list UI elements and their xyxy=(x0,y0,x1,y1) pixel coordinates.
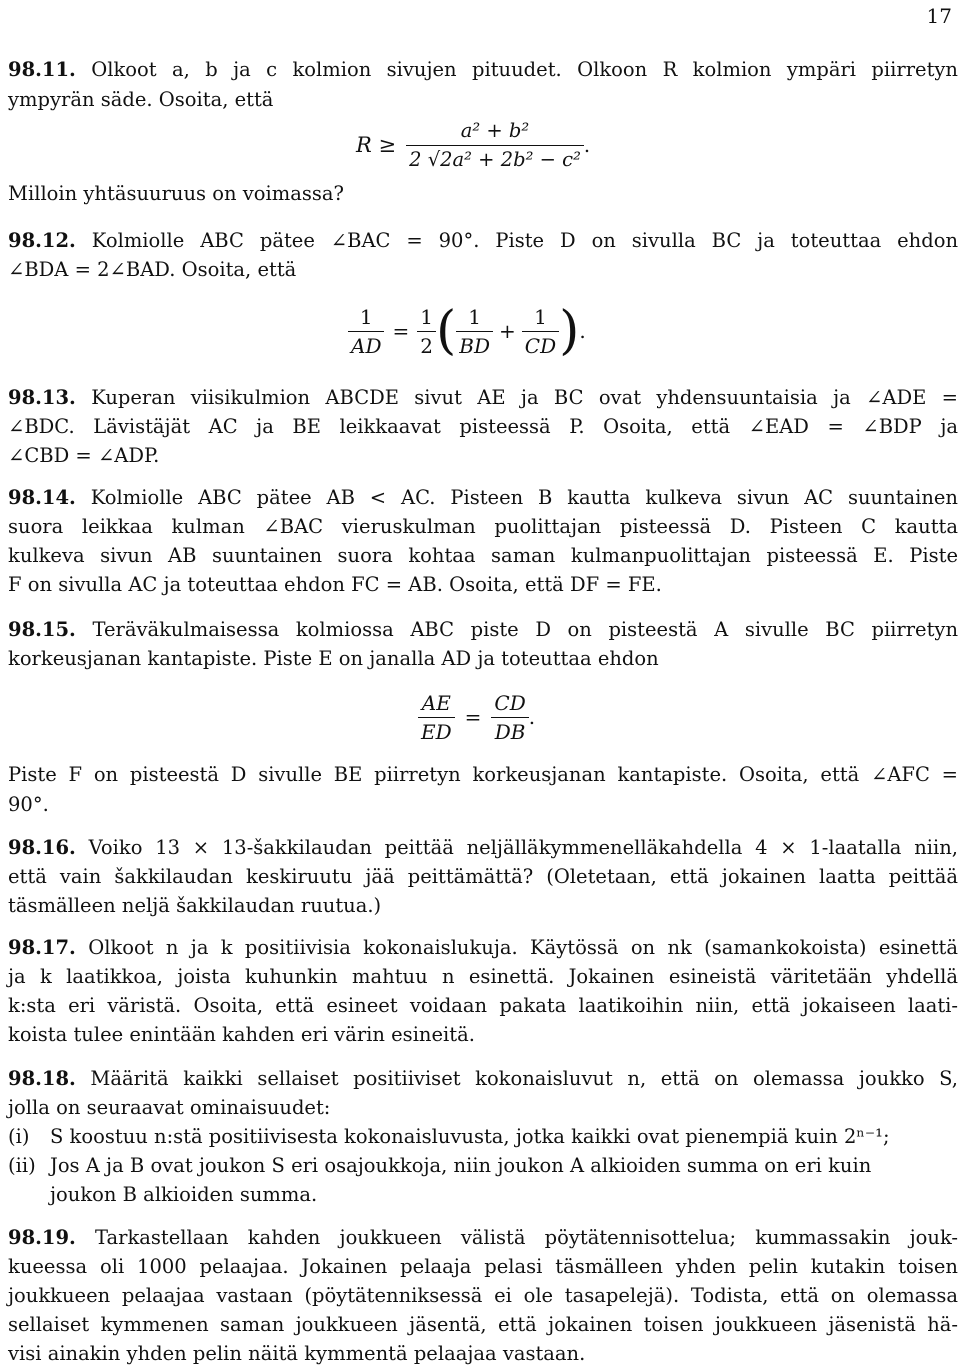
problem-98-19-line-4: sellaiset kymmenen saman joukkueen jäsentä, että jokainen toisen joukkueen jäsenistä hä- xyxy=(8,1313,958,1336)
problem-number: 98.15. xyxy=(8,618,76,641)
problem-number: 98.14. xyxy=(8,486,76,509)
problem-text: Olkoot a, b ja c kolmion sivujen pituudet. Olkoon R kolmion ympäri piirretyn xyxy=(91,58,958,81)
problem-text: Teräväkulmaisessa kolmiossa ABC piste D on pisteestä A sivulle BC piirretyn xyxy=(92,618,959,641)
problem-98-14-line-2: suora leikkaa kulman ∠BAC vieruskulman puolittajan pisteessä D. Pisteen C kautta xyxy=(8,515,958,538)
eq-numerator: a² + b² xyxy=(406,117,584,146)
problem-98-12-line-2: ∠BDA = 2∠BAD. Osoita, että xyxy=(8,258,297,281)
problem-98-19-line-2: kueessa oli 1000 pelaajaa. Jokainen pelaaja pelasi täsmälleen yhden pelin kutakin toisen xyxy=(8,1255,958,1278)
problem-98-18-line-2: jolla on seuraavat ominaisuudet: xyxy=(8,1096,331,1119)
problem-number: 98.19. xyxy=(8,1226,76,1249)
problem-98-19-line-5: visi ainakin yhden pelin näitä kymmentä pelaajaa vastaan. xyxy=(8,1342,586,1365)
problem-98-12-line-1 xyxy=(8,228,958,254)
left-paren: ( xyxy=(435,301,457,361)
problem-text: Tarkastellaan kahden joukkueen välistä pöytätennisottelua; kummassakin jouk- xyxy=(95,1226,959,1249)
problem-98-15-line-4: 90°. xyxy=(8,793,49,816)
problem-number: 98.12. xyxy=(8,229,76,252)
problem-98-18-item-1 xyxy=(8,1124,958,1150)
eq-num: AE xyxy=(418,689,455,718)
problem-98-14-line-4: F on sivulla AC ja toteuttaa ehdon FC = AB. Osoita, että DF = FE. xyxy=(8,573,662,596)
eq-lhs: R ≥ xyxy=(356,133,397,157)
problem-98-15-line-1 xyxy=(8,617,958,643)
problem-text: Voiko 13 × 13-šakkilaudan peittää neljälläkymmenelläkahdella 4 × 1-laatalla niin, xyxy=(88,836,958,859)
right-paren: ) xyxy=(559,301,580,361)
problem-98-15-line-3: Piste F on pisteestä D sivulle BE piirretyn korkeusjanan kantapiste. Osoita, että ∠AFC = xyxy=(8,763,958,786)
eq-equals: = xyxy=(392,319,410,343)
equation-98-12 xyxy=(348,294,586,368)
eq-plus: + xyxy=(499,319,516,343)
problem-98-18-item-2-cont: joukon B alkioiden summa. xyxy=(50,1183,318,1206)
eq-fraction xyxy=(406,117,584,174)
problem-98-19-line-1 xyxy=(8,1225,958,1251)
eq-num: 1 xyxy=(348,303,384,332)
problem-98-11-line-3: Milloin yhtäsuuruus on voimassa? xyxy=(8,182,344,205)
equation-98-15 xyxy=(418,684,535,750)
problem-98-13-line-3: ∠CBD = ∠ADP. xyxy=(8,444,160,467)
problem-98-16-line-1 xyxy=(8,835,958,861)
item-text: S koostuu n:stä positiivisesta kokonaisluvusta, jotka kaikki ovat pienempiä kuin 2ⁿ⁻¹; xyxy=(50,1125,890,1148)
eq-num: CD xyxy=(491,689,528,718)
problem-text: Kolmiolle ABC pätee ∠BAC = 90°. Piste D on sivulla BC ja toteuttaa ehdon xyxy=(91,229,959,252)
eq-num: 1 xyxy=(417,303,436,332)
problem-text: Määritä kaikki sellaiset positiiviset kokonaisluvut n, että on olemassa joukko S, xyxy=(90,1067,958,1090)
eq-den: ED xyxy=(421,719,452,744)
page-number: 17 xyxy=(926,4,952,28)
eq-denominator: 2 √2a² + 2b² − c² xyxy=(409,147,581,171)
problem-98-16-line-2: että vain šakkilaudan keskiruutu jää peittämättä? (Oletetaan, että jokainen laatta peittää xyxy=(8,865,958,888)
item-text: Jos A ja B ovat joukon S eri osajoukkoja, niin joukon A alkioiden summa on eri kuin xyxy=(50,1154,872,1177)
problem-number: 98.13. xyxy=(8,386,76,409)
eq-den: DB xyxy=(494,719,526,744)
problem-text: Kolmiolle ABC pätee AB < AC. Pisteen B kautta kulkeva sivun AC suuntainen xyxy=(90,486,958,509)
eq-fraction-1 xyxy=(418,689,455,746)
problem-98-18-line-1 xyxy=(8,1066,958,1092)
problem-text: Olkoot n ja k positiivisia kokonaislukuja. Käytössä on nk (samankokoista) esinettä xyxy=(88,936,958,959)
problem-98-11-line-1 xyxy=(8,57,958,83)
problem-98-17-line-3: k:sta eri väristä. Osoita, että esineet voidaan pakata laatikoihin niin, että jokaiseen laati- xyxy=(8,994,958,1017)
problem-98-15-line-2: korkeusjanan kantapiste. Piste E on janalla AD ja toteuttaa ehdon xyxy=(8,647,659,670)
eq-fraction-4 xyxy=(522,303,559,360)
eq-period: . xyxy=(528,705,536,729)
eq-fraction-2 xyxy=(491,689,528,746)
problem-98-17-line-2: ja k laatikkoa, joista kuhunkin mahtuu n esinettä. Jokainen esineistä väritetään yhdellä xyxy=(8,965,958,988)
eq-period: . xyxy=(583,133,591,157)
eq-fraction-1 xyxy=(348,303,384,360)
problem-number: 98.16. xyxy=(8,836,76,859)
eq-period: . xyxy=(579,319,586,343)
problem-number: 98.11. xyxy=(8,58,76,81)
eq-equals: = xyxy=(464,705,482,729)
problem-98-16-line-3: täsmälleen neljä šakkilaudan ruutua.) xyxy=(8,894,382,917)
eq-fraction-2 xyxy=(417,303,436,360)
eq-den: AD xyxy=(351,333,382,358)
eq-den: 2 xyxy=(420,333,433,358)
problem-98-17-line-4: koista tulee enintään kahden eri värin esineitä. xyxy=(8,1023,475,1046)
problem-98-13-line-2: ∠BDC. Lävistäjät AC ja BE leikkaavat pisteessä P. Osoita, että ∠EAD = ∠BDP ja xyxy=(8,415,958,438)
item-label: (ii) xyxy=(8,1154,36,1177)
problem-number: 98.18. xyxy=(8,1067,76,1090)
problem-98-18-item-2 xyxy=(8,1153,958,1179)
eq-den: BD xyxy=(459,333,491,358)
problem-98-13-line-1 xyxy=(8,385,958,411)
problem-number: 98.17. xyxy=(8,936,76,959)
problem-98-11-line-2: ympyrän säde. Osoita, että xyxy=(8,88,274,111)
problem-98-14-line-1 xyxy=(8,485,958,511)
item-label: (i) xyxy=(8,1125,30,1148)
problem-98-19-line-3: joukkueen pelaajaa vastaan (pöytätenniksessä ei ole tasapelejä). Todista, että on olemassa xyxy=(8,1284,958,1307)
equation-98-11 xyxy=(356,112,590,178)
eq-num: 1 xyxy=(456,303,493,332)
problem-text: Kuperan viisikulmion ABCDE sivut AE ja BC ovat yhdensuuntaisia ja ∠ADE = xyxy=(91,386,959,409)
problem-98-14-line-3: kulkeva sivun AB suuntainen suora kohtaa saman kulmanpuolittajan pisteessä E. Piste xyxy=(8,544,958,567)
eq-num: 1 xyxy=(522,303,559,332)
problem-98-17-line-1 xyxy=(8,935,958,961)
eq-den: CD xyxy=(524,333,557,358)
eq-fraction-3 xyxy=(456,303,493,360)
